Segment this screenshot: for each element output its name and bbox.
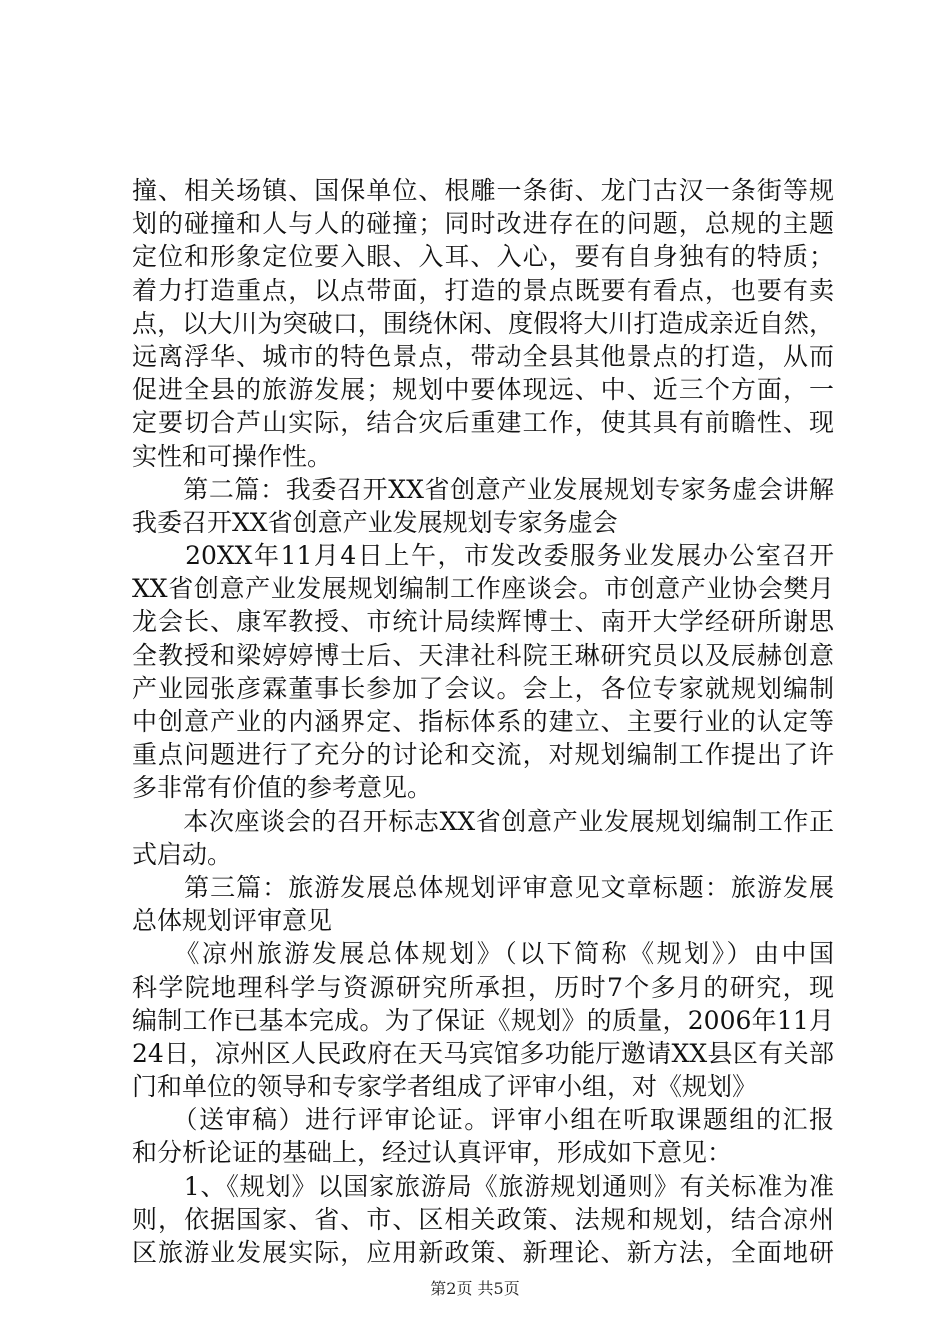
text-line: 全教授和梁婷婷博士后、天津社科院王琳研究员以及辰赫创意 xyxy=(132,640,834,670)
document-body xyxy=(132,174,834,1269)
page-footer xyxy=(0,1276,950,1299)
text-line: 式启动。 xyxy=(132,839,233,869)
text-line: 1、《规划》以国家旅游局《旅游规划通则》有关标准为准 xyxy=(132,1171,834,1201)
text-line: 远离浮华、城市的特色景点，带动全县其他景点的打造，从而 xyxy=(132,341,834,371)
text-line: 定位和形象定位要入眼、入耳、入心，要有自身独有的特质； xyxy=(132,242,834,272)
text-line: 中创意产业的内涵界定、指标体系的建立、主要行业的认定等 xyxy=(132,707,834,736)
text-line: 实性和可操作性。 xyxy=(132,441,333,471)
text-line: 和分析论证的基础上，经过认真评审，形成如下意见： xyxy=(132,1138,733,1168)
text-line: 促进全县的旅游发展；规划中要体现远、中、近三个方面，一 xyxy=(132,375,834,405)
text-line: 20XX年11月4日上午，市发改委服务业发展办公室召开 xyxy=(132,541,834,571)
text-line: 区旅游业发展实际，应用新政策、新理论、新方法，全面地研 xyxy=(132,1238,834,1267)
text-line: 第二篇：我委召开XX省创意产业发展规划专家务虚会讲解 xyxy=(132,474,834,504)
text-line: 撞、相关场镇、国保单位、根雕一条街、龙门古汉一条街等规 xyxy=(132,176,834,205)
text-line: 总体规划评审意见 xyxy=(132,906,333,936)
text-line: 产业园张彦霖董事长参加了会议。会上，各位专家就规划编制 xyxy=(132,673,834,703)
text-line: 龙会长、康军教授、市统计局续辉博士、南开大学经研所谢思 xyxy=(132,607,834,637)
text-line: 划的碰撞和人与人的碰撞；同时改进存在的问题，总规的主题 xyxy=(132,209,834,239)
text-line: 本次座谈会的召开标志XX省创意产业发展规划编制工作正 xyxy=(132,806,834,836)
text-line: XX省创意产业发展规划编制工作座谈会。市创意产业协会樊月 xyxy=(132,574,834,604)
text-line: 《凉州旅游发展总体规划》（以下简称《规划》）由中国 xyxy=(132,939,834,969)
text-line: 则，依据国家、省、市、区相关政策、法规和规划，结合凉州 xyxy=(132,1204,834,1234)
text-line: 门和单位的领导和专家学者组成了评审小组，对《规划》 xyxy=(132,1072,758,1102)
text-line: 定要切合芦山实际，结合灾后重建工作，使其具有前瞻性、现 xyxy=(132,408,834,438)
text-line: 24日，凉州区人民政府在天马宾馆多功能厅邀请XX县区有关部 xyxy=(132,1038,834,1068)
text-line: 编制工作已基本完成。为了保证《规划》的质量，2006年11月 xyxy=(132,1005,834,1035)
text-line: 多非常有价值的参考意见。 xyxy=(132,773,433,803)
text-line: 重点问题进行了充分的讨论和交流，对规划编制工作提出了许 xyxy=(132,740,834,770)
text-line: 我委召开XX省创意产业发展规划专家务虚会 xyxy=(132,507,618,537)
text-line: 点，以大川为突破口，围绕休闲、度假将大川打造成亲近自然， xyxy=(132,308,834,338)
text-line: 第三篇：旅游发展总体规划评审意见文章标题：旅游发展 xyxy=(132,872,834,902)
text-line: 科学院地理科学与资源研究所承担，历时7个多月的研究，现 xyxy=(132,972,834,1002)
text-line: （送审稿）进行评审论证。评审小组在听取课题组的汇报 xyxy=(132,1105,834,1135)
text-line: 着力打造重点，以点带面，打造的景点既要有看点，也要有卖 xyxy=(132,275,834,305)
page-number: 第2页 共5页 xyxy=(430,1279,520,1298)
